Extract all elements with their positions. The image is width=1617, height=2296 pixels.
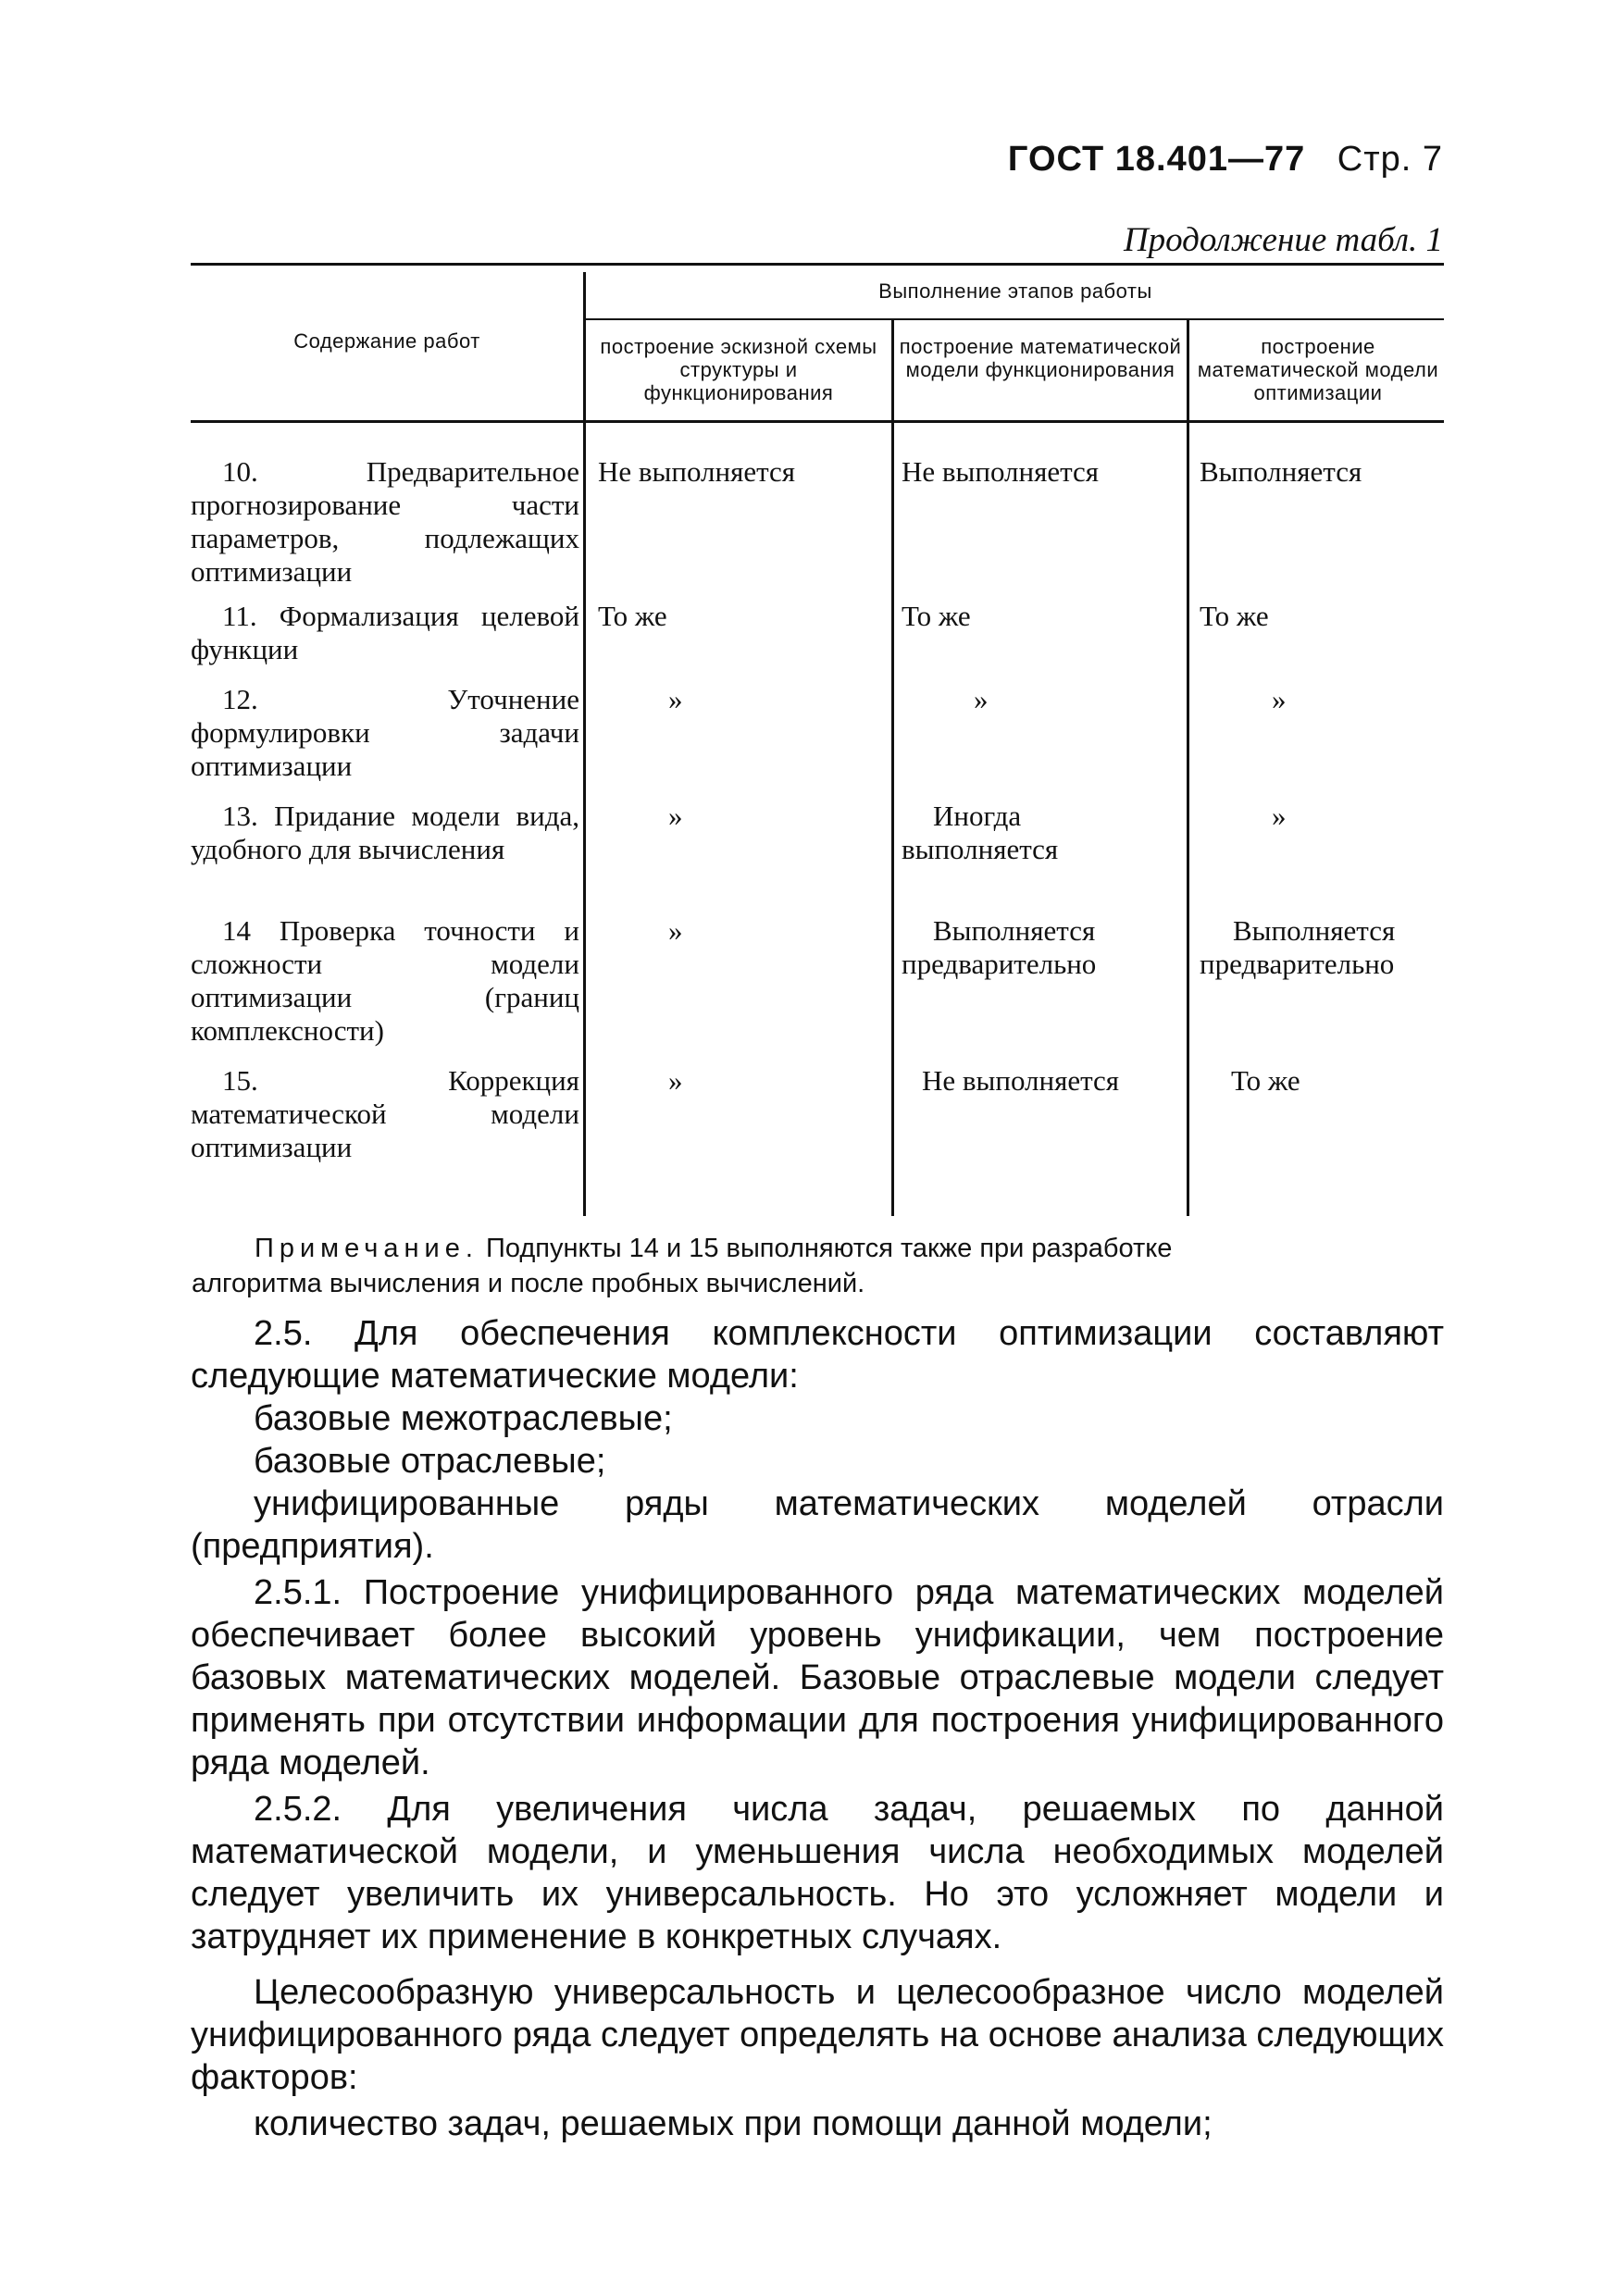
group-header: Выполнение этапов работы xyxy=(878,279,1152,303)
table-cell: » xyxy=(1272,800,1287,832)
table-row-label: 12. Уточнение формулировки задачи оптимизации xyxy=(191,683,579,782)
table-cell: Выполняется предварительно xyxy=(902,914,1097,980)
table-cell: Иногда выполняется xyxy=(902,800,1059,865)
table-row-label: 13. Придание модели вида, удобного для вычисления xyxy=(191,800,579,865)
table-cell: Не выполняется xyxy=(922,1064,1120,1097)
standard-number: ГОСТ 18.401—77 xyxy=(1007,140,1306,179)
table-cell: Не выполняется xyxy=(598,455,796,488)
table-row-label: 14 Проверка точности и сложности модели оптимизации (границ комплексности) xyxy=(191,914,579,1047)
column-header-1: построение эскизной схемы структуры и функционирования xyxy=(600,335,877,404)
paragraph-factor-1: количество задач, решаемых при помощи данной модели; xyxy=(254,2104,1213,2143)
page-header xyxy=(1008,139,1443,180)
table-cell: Не выполняется xyxy=(902,455,1100,488)
table-cell: То же xyxy=(902,600,971,632)
table-note xyxy=(192,1231,1444,1301)
table-cell: » xyxy=(668,800,683,832)
body-text xyxy=(191,1312,1444,2145)
column-header-3: построение математической модели оптимизации xyxy=(1197,335,1439,404)
paragraph-factors: Целесообразную универсальность и целесообразное число моделей унифицированного ряда следует определять на основе анализа следующих факторов: xyxy=(191,1973,1444,2097)
table-row-label: 11. Формализация целевой функции xyxy=(191,600,579,665)
table-cell: » xyxy=(668,683,683,715)
list-item: базовые отраслевые; xyxy=(254,1442,606,1481)
stages-table xyxy=(191,263,1444,1216)
table-top-rule xyxy=(191,263,1444,266)
note-label: Примечание. xyxy=(255,1234,479,1263)
column-header-content: Содержание работ xyxy=(293,329,480,353)
paragraph-2-5-1: 2.5.1. Построение унифицированного ряда математических моделей обеспечивает более высокий уровень унификации, чем построение базовых математических моделей. Базовые отраслевые модели следует применять при отсутствии информации для построения унифицированного ряда моделей. xyxy=(191,1573,1444,1782)
column-header-2: построение математической модели функционирования xyxy=(899,335,1182,381)
table-caption: Продолжение табл. 1 xyxy=(1123,221,1443,259)
group-header-rule xyxy=(585,318,1444,320)
table-cell: То же xyxy=(1200,600,1269,632)
header-bottom-rule xyxy=(191,420,1444,423)
paragraph-2-5: 2.5. Для обеспечения комплексности оптимизации составляют следующие математические модели: xyxy=(191,1314,1444,1396)
list-item: унифицированные ряды математических моделей отрасли (предприятия). xyxy=(191,1484,1444,1566)
table-cell: То же xyxy=(1231,1064,1300,1097)
table-row-label: 10. Предварительное прогнозирование части параметров, подлежащих оптимизации xyxy=(191,455,579,588)
table-cell: » xyxy=(974,683,989,715)
table-cell: » xyxy=(668,914,683,947)
list-item: базовые межотраслевые; xyxy=(254,1399,673,1438)
paragraph-2-5-2: 2.5.2. Для увеличения числа задач, решаемых по данной математической модели, и уменьшения числа необходимых моделей следует увеличить их универсальность. Но это усложняет модели и затрудняет их применение в конкретных случаях. xyxy=(191,1790,1444,1956)
table-cell: Выполняется xyxy=(1200,455,1362,488)
page-number: Стр. 7 xyxy=(1337,140,1443,179)
table-vline-1 xyxy=(583,272,586,1216)
table-cell: Выполняется предварительно xyxy=(1200,914,1396,980)
table-cell: » xyxy=(668,1064,683,1097)
note-text-2: алгоритма вычисления и после пробных вычислений. xyxy=(192,1269,865,1298)
table-row-label: 15. Коррекция математической модели оптимизации xyxy=(191,1064,579,1163)
table-cell: То же xyxy=(598,600,667,632)
table-cell: » xyxy=(1272,683,1287,715)
note-text-1: Подпункты 14 и 15 выполняются также при разработке xyxy=(485,1234,1173,1263)
